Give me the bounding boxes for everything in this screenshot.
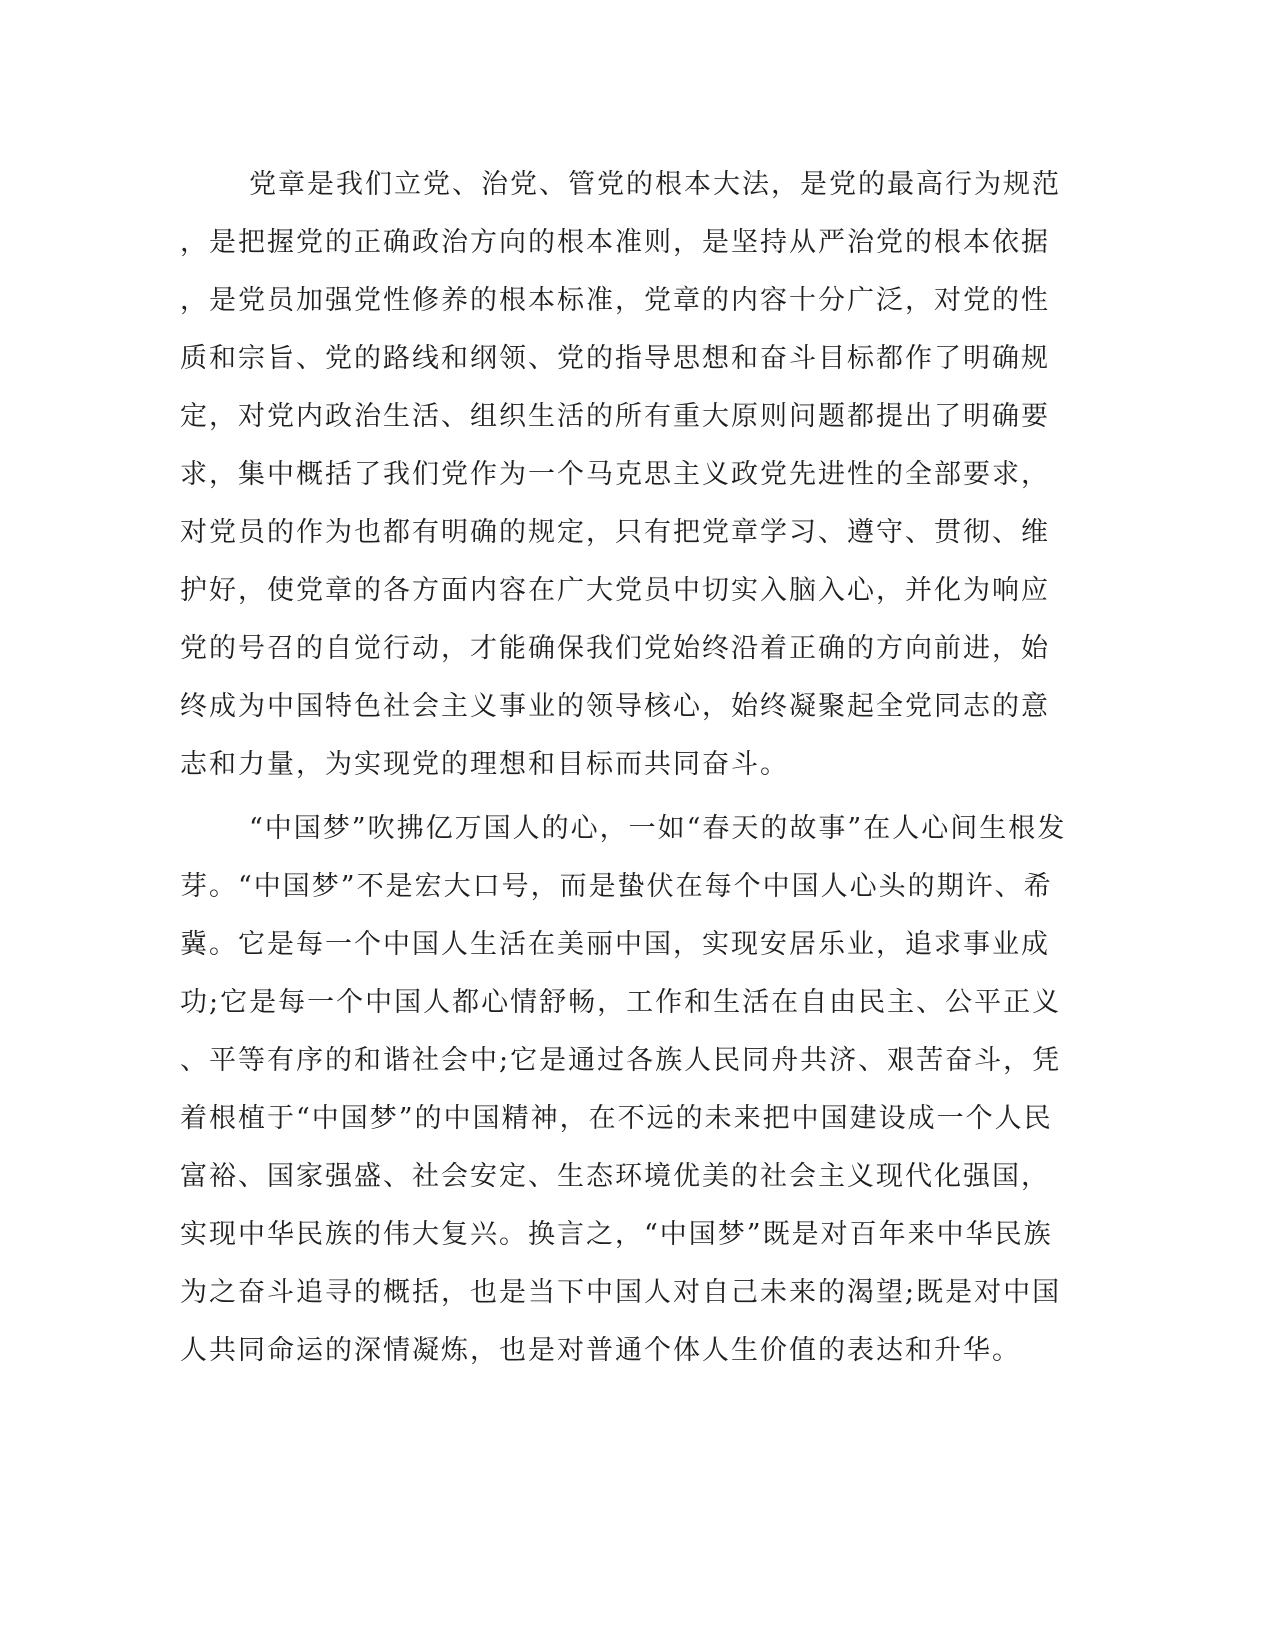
- text-line: 护好，使党章的各方面内容在广大党员中切实入脑入心，并化为响应: [180, 575, 1050, 606]
- text-line: 党的号召的自觉行动，才能确保我们党始终沿着正确的方向前进，始: [180, 633, 1050, 664]
- text-line: ，是把握党的正确政治方向的根本准则，是坚持从严治党的根本依据: [180, 227, 1050, 258]
- text-line: 对党员的作为也都有明确的规定，只有把党章学习、遵守、贯彻、维: [180, 517, 1050, 548]
- text-line: 、平等有序的和谐社会中;它是通过各族人民同舟共济、艰苦奋斗，凭: [180, 1045, 1062, 1076]
- text-line: “中国梦”吹拂亿万国人的心，一如“春天的故事”在人心间生根发: [249, 813, 1067, 844]
- text-line: 实现中华民族的伟大复兴。换言之，“中国梦”既是对百年来中华民族: [180, 1219, 1053, 1250]
- text-line: 党章是我们立党、治党、管党的根本大法，是党的最高行为规范: [249, 169, 1061, 200]
- text-line: 冀。它是每一个中国人生活在美丽中国，实现安居乐业，追求事业成: [180, 929, 1050, 960]
- text-line: 着根植于“中国梦”的中国精神，在不远的未来把中国建设成一个人民: [180, 1103, 1053, 1134]
- text-line: ，是党员加强党性修养的根本标准，党章的内容十分广泛，对党的性: [180, 285, 1050, 316]
- text-line: 功;它是每一个中国人都心情舒畅，工作和生活在自由民主、公平正义: [180, 987, 1062, 1018]
- text-line: 终成为中国特色社会主义事业的领导核心，始终凝聚起全党同志的意: [180, 691, 1050, 722]
- paragraph-2: [180, 800, 1067, 1380]
- text-line: 质和宗旨、党的路线和纲领、党的指导思想和奋斗目标都作了明确规: [180, 343, 1050, 374]
- document-body: [180, 156, 1067, 1380]
- paragraph-1: [180, 156, 1061, 794]
- text-line: 求，集中概括了我们党作为一个马克思主义政党先进性的全部要求，: [180, 459, 1050, 490]
- text-line: 人共同命运的深情凝炼，也是对普通个体人生价值的表达和升华。: [180, 1335, 1021, 1366]
- text-line: 志和力量，为实现党的理想和目标而共同奋斗。: [180, 749, 789, 780]
- text-line: 定，对党内政治生活、组织生活的所有重大原则问题都提出了明确要: [180, 401, 1050, 432]
- text-line: 为之奋斗追寻的概括，也是当下中国人对自己未来的渴望;既是对中国: [180, 1277, 1062, 1308]
- text-line: 富裕、国家强盛、社会安定、生态环境优美的社会主义现代化强国，: [180, 1161, 1050, 1192]
- text-line: 芽。“中国梦”不是宏大口号，而是蛰伏在每个中国人心头的期许、希: [180, 871, 1053, 902]
